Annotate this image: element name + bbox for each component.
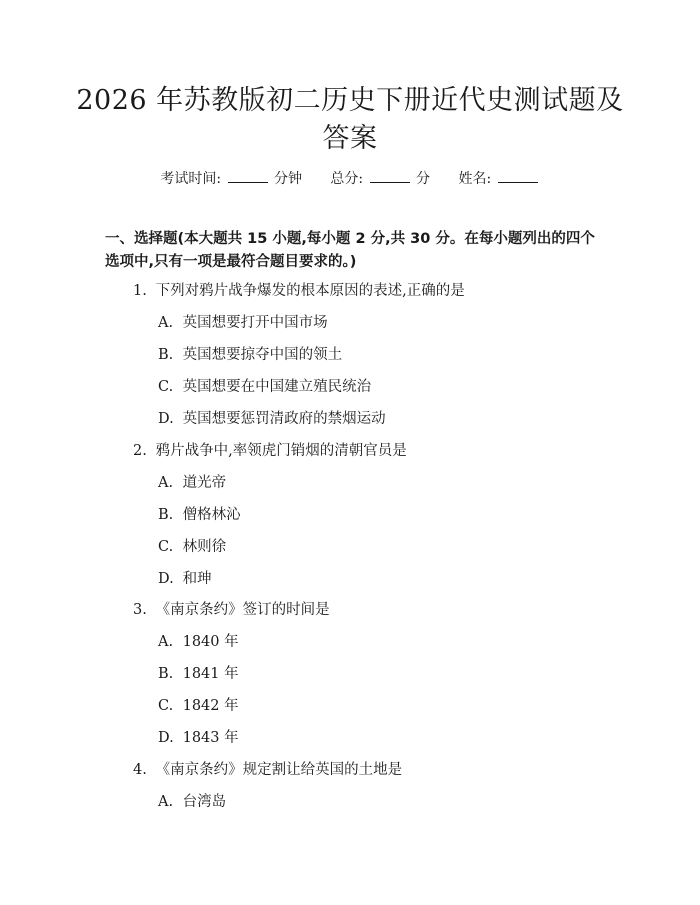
option-1a[interactable] — [158, 313, 328, 333]
question-number: 3. — [133, 602, 147, 618]
option-text: 1843 年 — [182, 730, 239, 746]
student-name-blank[interactable] — [498, 168, 538, 183]
question-number: 1. — [133, 283, 147, 299]
option-letter: A. — [158, 634, 174, 650]
student-name-label: 姓名: — [458, 171, 492, 187]
option-letter: B. — [158, 347, 174, 363]
exam-info-line — [0, 168, 700, 189]
option-text: 僧格林沁 — [182, 507, 241, 523]
question-number: 2. — [133, 443, 147, 459]
option-4a[interactable] — [158, 792, 226, 812]
option-text: 1841 年 — [182, 666, 239, 682]
question-text: 下列对鸦片战争爆发的根本原因的表述,正确的是 — [155, 283, 465, 299]
option-letter: C. — [158, 379, 174, 395]
page-title: 2026 年苏教版初二历史下册近代史测试题及 — [76, 85, 624, 116]
option-2b[interactable] — [158, 505, 241, 525]
option-text: 林则徐 — [182, 539, 227, 555]
option-letter: D. — [158, 571, 174, 587]
total-score-label: 总分: — [330, 171, 364, 187]
option-letter: A. — [158, 475, 174, 491]
option-text: 英国想要打开中国市场 — [182, 315, 328, 331]
option-text: 和珅 — [182, 571, 212, 587]
option-text: 英国想要在中国建立殖民统治 — [182, 379, 372, 395]
question-text: 《南京条约》签订的时间是 — [155, 602, 330, 618]
question-1 — [133, 281, 465, 301]
option-3d[interactable] — [158, 728, 239, 748]
option-3a[interactable] — [158, 632, 239, 652]
option-2d[interactable] — [158, 569, 212, 589]
option-text: 台湾岛 — [182, 794, 227, 810]
question-4 — [133, 760, 402, 780]
student-name-field — [458, 168, 539, 189]
option-1d[interactable] — [158, 409, 386, 429]
option-text: 道光帝 — [182, 475, 227, 491]
option-letter: B. — [158, 666, 174, 682]
option-letter: A. — [158, 794, 174, 810]
exam-time-blank[interactable] — [228, 168, 268, 183]
question-text: 鸦片战争中,率领虎门销烟的清朝官员是 — [155, 443, 407, 459]
option-text: 英国想要惩罚清政府的禁烟运动 — [182, 411, 386, 427]
option-2c[interactable] — [158, 537, 226, 557]
option-1b[interactable] — [158, 345, 342, 365]
question-3 — [133, 600, 330, 620]
page-title-continued: 答案 — [322, 123, 378, 154]
exam-time-unit: 分钟 — [273, 171, 302, 187]
option-letter: A. — [158, 315, 174, 331]
total-score-field — [330, 168, 430, 189]
option-text: 1840 年 — [182, 634, 239, 650]
option-letter: B. — [158, 507, 174, 523]
exam-time-label: 考试时间: — [160, 171, 222, 187]
option-text: 1842 年 — [182, 698, 239, 714]
option-3c[interactable] — [158, 696, 239, 716]
option-letter: C. — [158, 539, 174, 555]
question-2 — [133, 441, 407, 461]
total-score-blank[interactable] — [370, 168, 410, 183]
option-1c[interactable] — [158, 377, 371, 397]
option-letter: C. — [158, 698, 174, 714]
option-letter: D. — [158, 730, 174, 746]
question-text: 《南京条约》规定割让给英国的土地是 — [155, 762, 403, 778]
question-number: 4. — [133, 762, 147, 778]
option-text: 英国想要掠夺中国的领土 — [182, 347, 343, 363]
total-score-unit: 分 — [416, 171, 431, 187]
section-heading: 一、选择题(本大题共 15 小题,每小题 2 分,共 30 分。在每小题列出的四个选项中,只有一项是最符合题目要求的。) — [105, 231, 595, 270]
option-3b[interactable] — [158, 664, 239, 684]
exam-time-field — [160, 168, 302, 189]
option-2a[interactable] — [158, 473, 226, 493]
option-letter: D. — [158, 411, 174, 427]
